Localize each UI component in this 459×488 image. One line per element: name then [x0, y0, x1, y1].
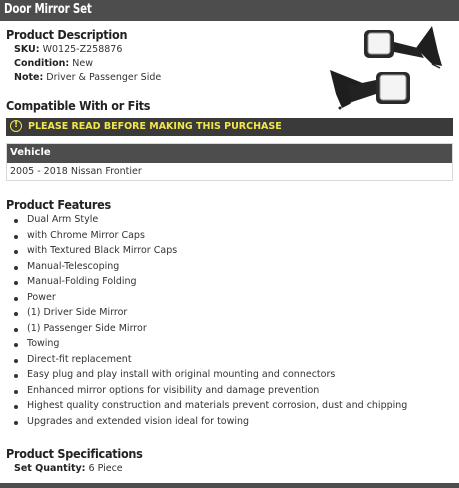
sku-label: SKU: [14, 44, 40, 55]
upper-mirror [364, 26, 442, 68]
list-item: Power [14, 292, 454, 308]
vehicle-table-header [7, 144, 452, 163]
condition-line [14, 58, 93, 69]
vehicle-column-header: Vehicle [10, 147, 51, 158]
list-item: (1) Passenger Side Mirror [14, 323, 454, 339]
list-item: Direct-fit replacement [14, 354, 454, 370]
sku-line [14, 44, 122, 55]
list-item: Easy plug and play install with original mounting and connectors [14, 369, 454, 385]
list-item: Manual-Telescoping [14, 261, 454, 277]
condition-label: Condition: [14, 58, 70, 69]
product-features-heading: Product Features [6, 197, 111, 212]
list-item: Towing [14, 338, 454, 354]
list-item: Highest quality construction and materials prevent corrosion, dust and chipping [14, 400, 454, 416]
exclamation-circle-icon: ! [10, 120, 22, 132]
warning-text: PLEASE READ BEFORE MAKING THIS PURCHASE [28, 121, 282, 132]
features-list [14, 214, 454, 431]
list-item: Enhanced mirror options for visibility and damage prevention [14, 385, 454, 401]
list-item: (1) Driver Side Mirror [14, 307, 454, 323]
list-item: Dual Arm Style [14, 214, 454, 230]
sku-value: W0125-Z258876 [42, 44, 123, 55]
note-label: Note: [14, 72, 44, 83]
vehicle-table [6, 143, 453, 181]
set-quantity-value: 6 Piece [88, 463, 123, 474]
vehicle-row: 2005 - 2018 Nissan Frontier [10, 166, 142, 177]
page-title: Door Mirror Set [4, 2, 92, 17]
list-item: Manual-Folding Folding [14, 276, 454, 292]
bottom-divider [0, 483, 459, 488]
list-item: with Textured Black Mirror Caps [14, 245, 454, 261]
mirror-set-image [328, 22, 444, 114]
lower-mirror [330, 70, 410, 110]
product-specifications-heading: Product Specifications [6, 446, 143, 461]
note-line [14, 72, 161, 83]
list-item: Upgrades and extended vision ideal for towing [14, 416, 454, 432]
set-quantity-label: Set Quantity: [14, 463, 86, 474]
list-item: with Chrome Mirror Caps [14, 230, 454, 246]
purchase-warning-banner [6, 118, 453, 136]
product-description-heading: Product Description [6, 27, 128, 42]
set-quantity-line [14, 463, 123, 474]
compatible-heading: Compatible With or Fits [6, 98, 151, 113]
title-bar [0, 0, 459, 21]
condition-value: New [72, 58, 93, 69]
note-value: Driver & Passenger Side [46, 72, 162, 83]
